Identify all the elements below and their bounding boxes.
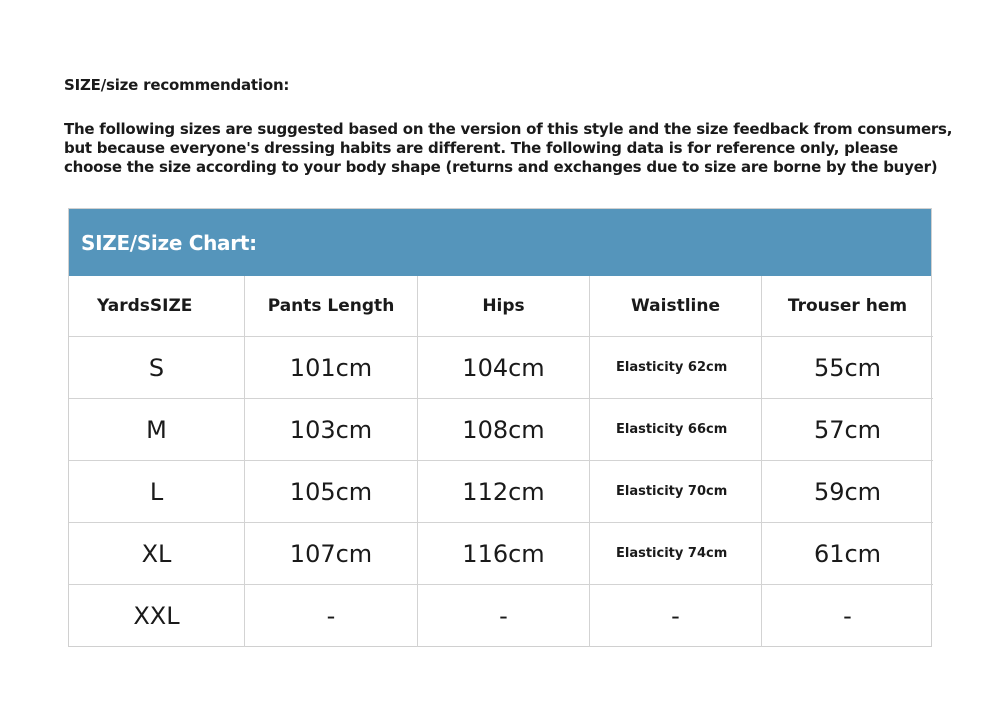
column-header-hips: Hips [418, 276, 590, 337]
trouser-hem-cell: 57cm [762, 399, 933, 461]
pants-length-cell: 101cm [245, 337, 418, 399]
waistline-cell: - [590, 585, 762, 647]
hips-cell: 116cm [418, 523, 590, 585]
hips-cell: 108cm [418, 399, 590, 461]
column-header-waistline: Waistline [590, 276, 762, 337]
size-label-cell: M [69, 399, 245, 461]
waistline-cell: Elasticity 66cm [590, 399, 762, 461]
waistline-cell: Elasticity 74cm [590, 523, 762, 585]
intro-line: choose the size according to your body shape (returns and exchanges due to size are borne by the buyer) [64, 158, 938, 176]
size-chart-table [68, 208, 932, 647]
trouser-hem-cell: 59cm [762, 461, 933, 523]
intro-text [64, 120, 953, 177]
column-header-pants-length: Pants Length [245, 276, 418, 337]
pants-length-cell: - [245, 585, 418, 647]
hips-cell: 112cm [418, 461, 590, 523]
pants-length-cell: 105cm [245, 461, 418, 523]
trouser-hem-cell: 55cm [762, 337, 933, 399]
waistline-cell: Elasticity 62cm [590, 337, 762, 399]
column-header-size: YardsSIZE [69, 276, 245, 337]
size-label-cell: S [69, 337, 245, 399]
page-heading: SIZE/size recommendation: [64, 76, 290, 94]
trouser-hem-cell: 61cm [762, 523, 933, 585]
intro-line: but because everyone's dressing habits are different. The following data is for reference only, please [64, 139, 898, 157]
size-chart-grid [69, 276, 931, 647]
waistline-cell: Elasticity 70cm [590, 461, 762, 523]
hips-cell: 104cm [418, 337, 590, 399]
size-label-cell: XL [69, 523, 245, 585]
size-label-cell: L [69, 461, 245, 523]
trouser-hem-cell: - [843, 602, 852, 630]
column-header-trouser-hem: Trouser hem [762, 276, 933, 337]
size-label-cell: XXL [69, 585, 245, 647]
hips-cell: - [418, 585, 590, 647]
pants-length-cell: 107cm [245, 523, 418, 585]
pants-length-cell: 103cm [245, 399, 418, 461]
intro-line: The following sizes are suggested based on the version of this style and the size feedback from consumers, [64, 120, 953, 138]
size-chart-title: SIZE/Size Chart: [69, 209, 931, 276]
